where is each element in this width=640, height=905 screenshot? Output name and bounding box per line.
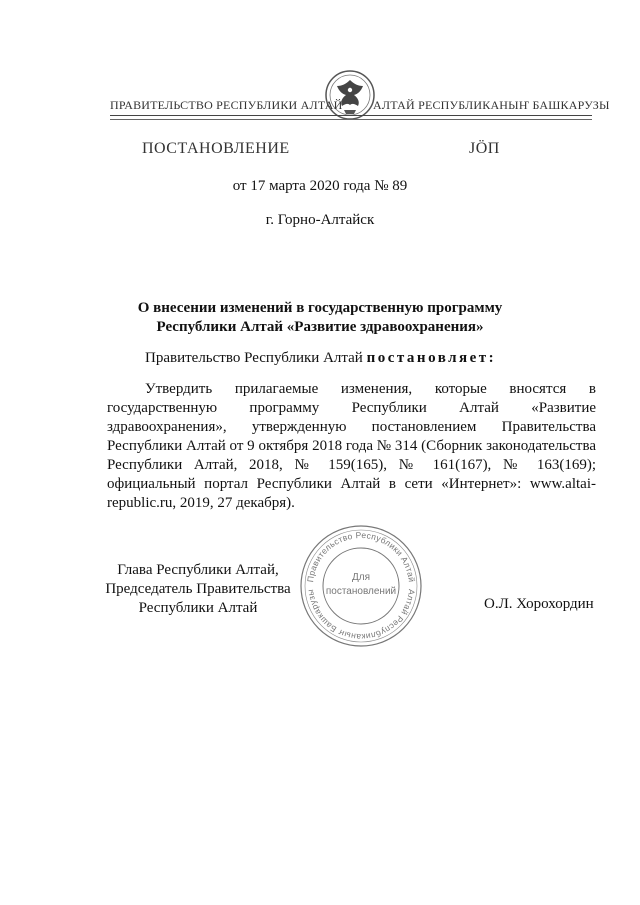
header-left-title: ПРАВИТЕЛЬСТВО РЕСПУБЛИКИ АЛТАЙ [110, 98, 343, 112]
preamble [145, 350, 496, 367]
signatory-position-line2: Председатель Правительства [105, 581, 291, 597]
document-title-line1: О внесении изменений в государственную программу [137, 300, 503, 316]
signatory-position-line3: Республики Алтай [138, 600, 258, 616]
document-type-alt: ЈӦП [469, 140, 500, 157]
stamp-center-line1: Для [351, 572, 371, 583]
preamble-text: Правительство Республики Алтай [145, 350, 367, 366]
signatory-position-line1: Глава Республики Алтай, [117, 562, 279, 578]
document-type: ПОСТАНОВЛЕНИЕ [142, 140, 290, 157]
stamp-center-line2: постановлений [325, 586, 397, 597]
document-title [0, 299, 640, 337]
official-stamp [297, 522, 425, 650]
document-city: г. Горно-Алтайск [265, 212, 375, 228]
stamp-ring-top: Правительство Республики Алтай [305, 529, 417, 583]
stamp-ring-bottom: Алтай Республиканыҥ Башкарузы [305, 588, 417, 643]
header-divider-thin [110, 119, 592, 120]
header-right-title: АЛТАЙ РЕСПУБЛИКАНЫҤ БАШКАРУЗЫ [373, 98, 610, 112]
document-title-line2: Республики Алтай «Развитие здравоохранения» [156, 319, 484, 335]
document-body: Утвердить прилагаемые изменения, которые вносятся в государственную программу Республики Алтай «Развитие здравоохранения», утвержденную постановлением Правительства Республики Алтай от 9 октября 2018 года № 314 (Сборник законодательства Республики Алтай, 2018, № 159(165), № 161(167), № 163(169); официальный портал Республики Алтай в сети «Интернет»: www.altai-republic.ru, 2019, 27 декабря). [107, 381, 596, 511]
header-divider [110, 115, 592, 116]
preamble-decree-word: постановляет: [366, 350, 497, 366]
document-date: от 17 марта 2020 года № 89 [232, 178, 408, 194]
signatory-position [100, 561, 296, 618]
signatory-name: О.Л. Хорохордин [484, 596, 594, 612]
